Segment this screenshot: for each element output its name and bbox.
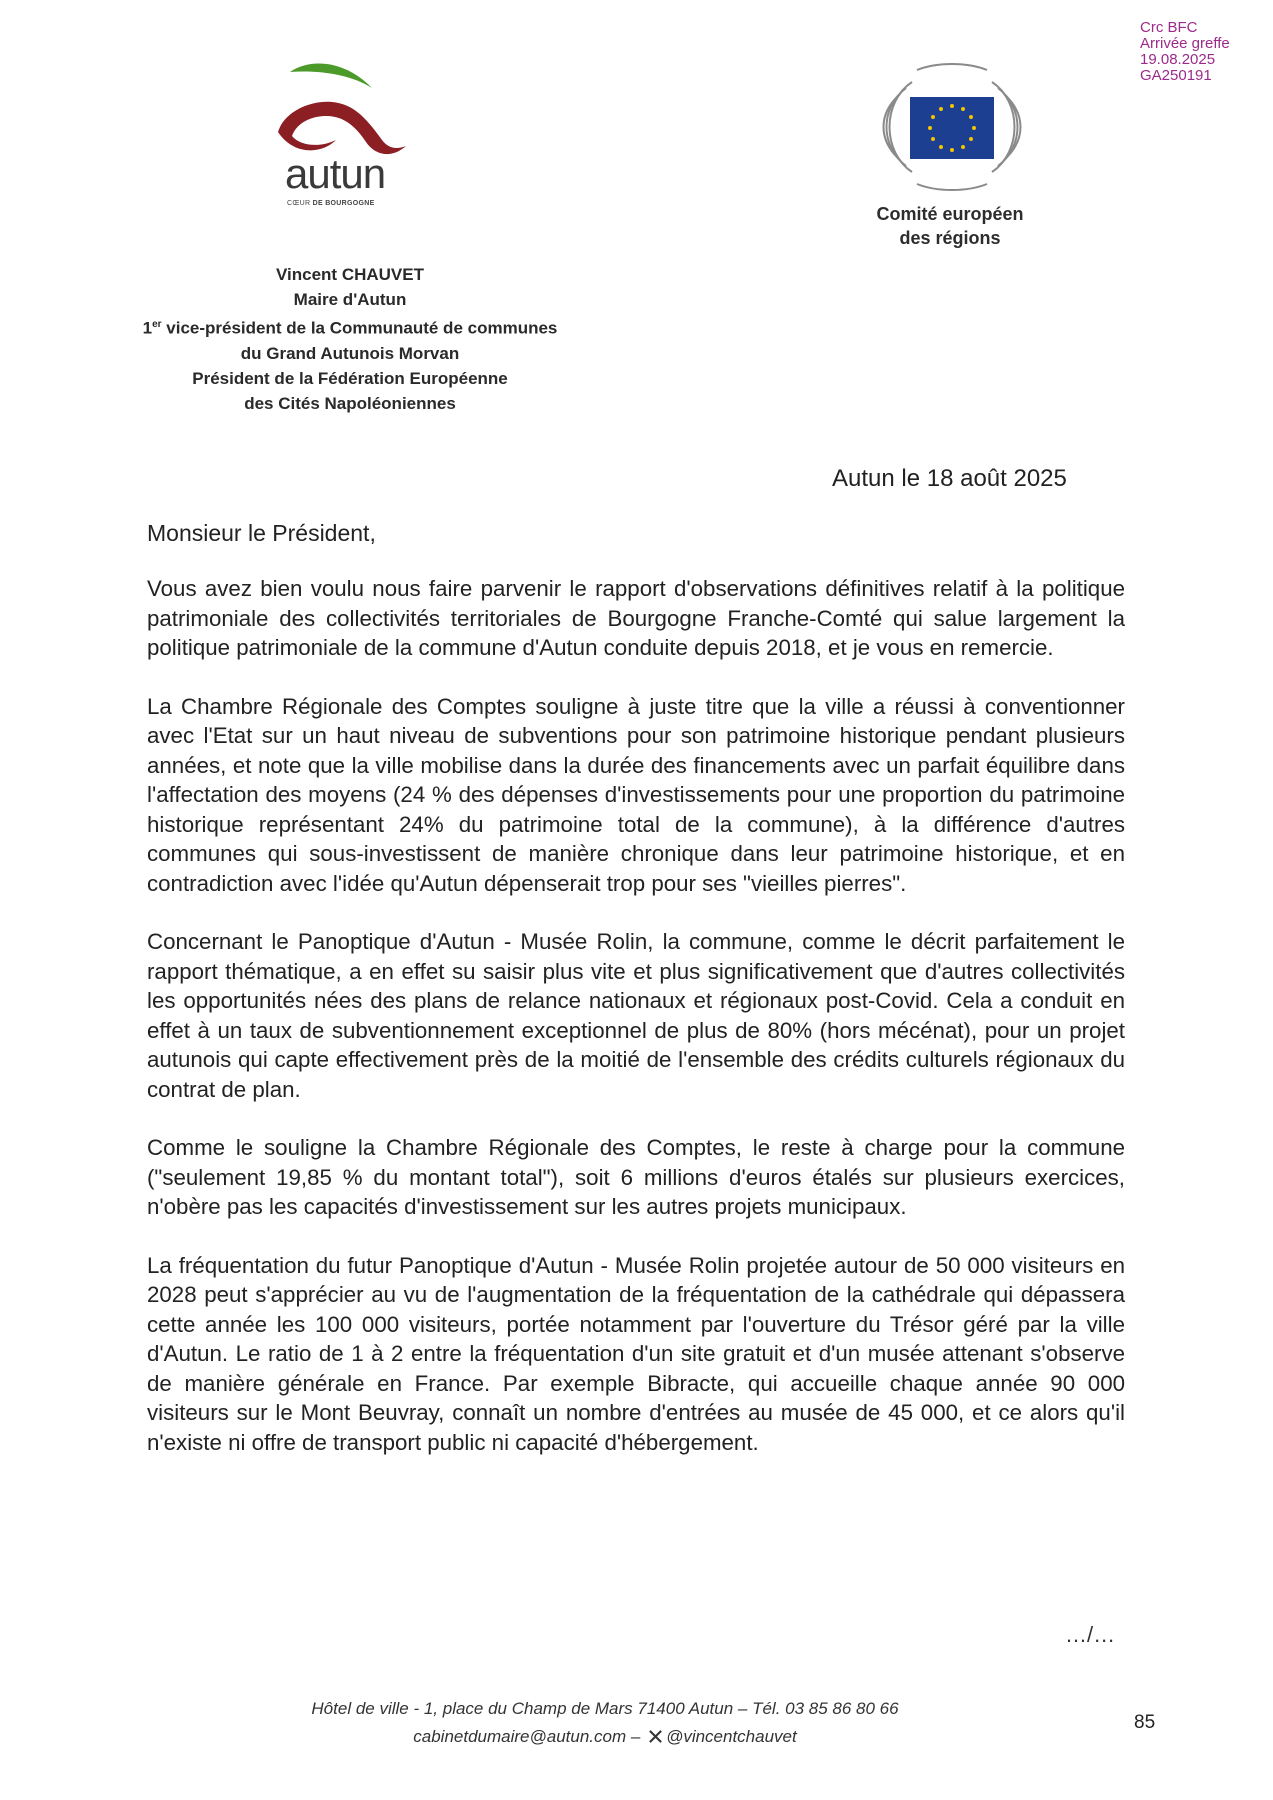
stamp-line: GA250191 xyxy=(1140,67,1212,84)
tagline-prefix: CŒUR xyxy=(287,200,311,207)
autun-wordmark: autun xyxy=(285,150,386,197)
tagline-bold: DE BOURGOGNE xyxy=(312,200,375,207)
footer-email: cabinetdumaire@autun.com – xyxy=(413,1727,641,1746)
salutation: Monsieur le Président, xyxy=(147,520,376,546)
sender-title-text: vice-président de la Communauté de communes xyxy=(161,318,558,338)
ordinal-number: 1 xyxy=(142,318,153,338)
cor-name xyxy=(840,202,1060,250)
cor-name-line: Comité européen xyxy=(876,204,1024,224)
footer-handle: @vincentchauvet xyxy=(666,1727,797,1746)
ordinal-suffix: er xyxy=(152,319,162,330)
sender-title: du Grand Autunois Morvan xyxy=(240,343,460,363)
paragraph: La Chambre Régionale des Comptes souligne à juste titre que la ville a réussi à conventionner avec l'Etat sur un haut niveau de subventions pour son patrimoine historique pendant plusieurs années, et note que la ville mobilise dans la durée des financements avec un parfait équilibre dans l'affectation des moyens (24 % des dépenses d'investissements pour une proportion du patrimoine historique représentant 24% du patrimoine total de la commune), à la différence d'autres communes qui sous-investissent de manière chronique dans leur patrimoine historique, et en contradiction avec l'idée qu'Autun dépenserait trop pour ses "vieilles pierres". xyxy=(147,693,1125,896)
continuation-mark: …/… xyxy=(1065,1622,1116,1647)
stamp-line: Crc BFC xyxy=(1140,19,1198,36)
sender-title: Maire d'Autun xyxy=(293,290,407,309)
eu-flag-icon xyxy=(872,62,1032,192)
paragraph: Comme le souligne la Chambre Régionale des Comptes, le reste à charge pour la commune ("seulement 19,85 % du montant total"), soit 6 millions d'euros étalés sur plusieurs exercices, n'obère pas les capacités d'investissement sur les autres projets municipaux. xyxy=(147,1135,1125,1219)
sender-block xyxy=(90,262,610,416)
stamp-line: Arrivée greffe xyxy=(1140,35,1230,52)
paragraph: Concernant le Panoptique d'Autun - Musée Rolin, la commune, comme le décrit parfaitement le rapport thématique, a en effet su saisir plus vite et plus significativement que d'autres collectivités les opportunités nées des plans de relance nationaux et régionaux post-Covid. Cela a conduit en effet à un taux de subventionnement exceptionnel de plus de 80% (hors mécénat), pour un projet autunois qui capte effectivement près de la moitié de l'ensemble des crédits culturels régionaux du contrat de plan. xyxy=(147,929,1125,1102)
x-logo-icon xyxy=(648,1729,663,1744)
sender-name: Vincent CHAUVET xyxy=(276,265,424,284)
footer-contact xyxy=(260,1723,950,1751)
page-number: 85 xyxy=(1134,1712,1156,1733)
footer xyxy=(260,1695,950,1751)
sender-title: Président de la Fédération Européenne xyxy=(192,368,508,388)
footer-address: Hôtel de ville - 1, place du Champ de Mars 71400 Autun – Tél. 03 85 86 80 66 xyxy=(311,1699,899,1718)
paragraph: Vous avez bien voulu nous faire parvenir le rapport d'observations définitives relatif à la politique patrimoniale des collectivités territoriales de Bourgogne Franche-Comté qui salue largement la politique patrimoniale de la commune d'Autun conduite depuis 2018, et je vous en remercie. xyxy=(147,576,1125,660)
sender-title xyxy=(90,312,610,341)
registry-stamp xyxy=(1140,20,1230,84)
letter-body xyxy=(147,574,1125,1486)
letter-date: Autun le 18 août 2025 xyxy=(832,465,1067,492)
paragraph: La fréquentation du futur Panoptique d'Autun - Musée Rolin projetée autour de 50 000 visiteurs en 2028 peut s'apprécier au vu de l'augmentation de la fréquentation de la cathédrale qui dépassera cette année les 100 000 visiteurs, portée notamment par l'ouverture du Trésor géré par la ville d'Autun. Le ratio de 1 à 2 entre la fréquentation d'un site gratuit et d'un musée attenant s'observe de manière générale en France. Par exemple Bibracte, qui accueille chaque année 90 000 visiteurs sur le Mont Beuvray, connaît un nombre d'entrées au musée de 45 000, et ce alors qu'il n'existe ni offre de transport public ni capacité d'hébergement. xyxy=(147,1252,1125,1455)
autun-logo-icon xyxy=(270,60,420,160)
cor-logo xyxy=(872,62,1032,192)
autun-tagline xyxy=(287,200,375,207)
sender-title: des Cités Napoléoniennes xyxy=(244,393,456,413)
stamp-line: 19.08.2025 xyxy=(1140,51,1216,68)
cor-name-line: des régions xyxy=(899,228,1001,248)
